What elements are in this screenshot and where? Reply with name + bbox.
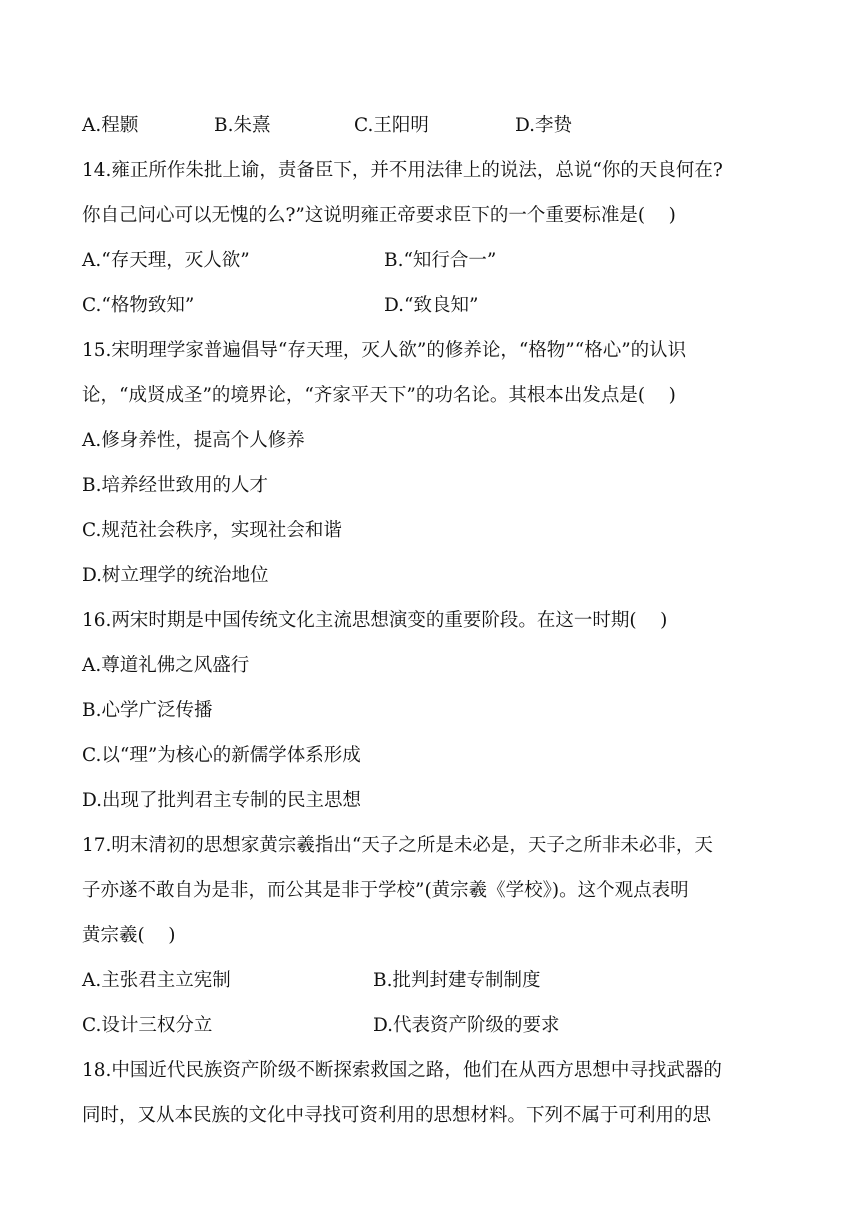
- q15-stem-line1: 15.宋明理学家普遍倡导“存天理，灭人欲”的修养论，“格物”“格心”的认识: [82, 340, 687, 361]
- q16-option-b: B.心学广泛传播: [82, 700, 213, 721]
- q13-option-a: A.程颢: [82, 115, 139, 136]
- q16-option-c: C.以“理”为核心的新儒学体系形成: [82, 745, 361, 766]
- q14-option-a: A.“存天理，灭人欲”: [82, 250, 250, 271]
- q13-option-d: D.李贽: [515, 115, 573, 136]
- q17-stem-line2: 子亦遂不敢自为是非，而公其是非于学校”(黄宗羲《学校》)。这个观点表明: [82, 880, 689, 901]
- q16-option-d: D.出现了批判君主专制的民主思想: [82, 790, 362, 811]
- q18-stem-line1: 18.中国近代民族资产阶级不断探索救国之路，他们在从西方思想中寻找武器的: [82, 1060, 722, 1081]
- q14-stem-line2: 你自己问心可以无愧的么?”这说明雍正帝要求臣下的一个重要标准是( ): [82, 205, 676, 226]
- q17-option-d: D.代表资产阶级的要求: [373, 1015, 560, 1036]
- q16-option-a: A.尊道礼佛之风盛行: [82, 655, 250, 676]
- q18-stem-line2: 同时，又从本民族的文化中寻找可资利用的思想材料。下列不属于可利用的思: [82, 1105, 712, 1126]
- q17-option-a: A.主张君主立宪制: [82, 970, 231, 991]
- q13-option-c: C.王阳明: [354, 115, 429, 136]
- q15-option-c: C.规范社会秩序，实现社会和谐: [82, 520, 342, 541]
- q13-option-b: B.朱熹: [214, 115, 271, 136]
- q14-option-c: C.“格物致知”: [82, 295, 195, 316]
- q17-stem-line3: 黄宗羲( ): [82, 925, 176, 946]
- q17-option-b: B.批判封建专制制度: [373, 970, 541, 991]
- q14-option-b: B.“知行合一”: [384, 250, 497, 271]
- q17-stem-line1: 17.明末清初的思想家黄宗羲指出“天子之所是未必是，天子之所非未必非，天: [82, 835, 713, 856]
- q15-option-d: D.树立理学的统治地位: [82, 565, 269, 586]
- q15-option-a: A.修身养性，提高个人修养: [82, 430, 305, 451]
- q17-option-c: C.设计三权分立: [82, 1015, 213, 1036]
- q15-stem-line2: 论，“成贤成圣”的境界论，“齐家平天下”的功名论。其根本出发点是( ): [82, 385, 676, 406]
- q14-stem-line1: 14.雍正所作朱批上谕，责备臣下，并不用法律上的说法，总说“你的天良何在?: [82, 160, 723, 181]
- q15-option-b: B.培养经世致用的人才: [82, 475, 268, 496]
- q16-stem-line1: 16.两宋时期是中国传统文化主流思想演变的重要阶段。在这一时期( ): [82, 610, 668, 631]
- q14-option-d: D.“致良知”: [384, 295, 479, 316]
